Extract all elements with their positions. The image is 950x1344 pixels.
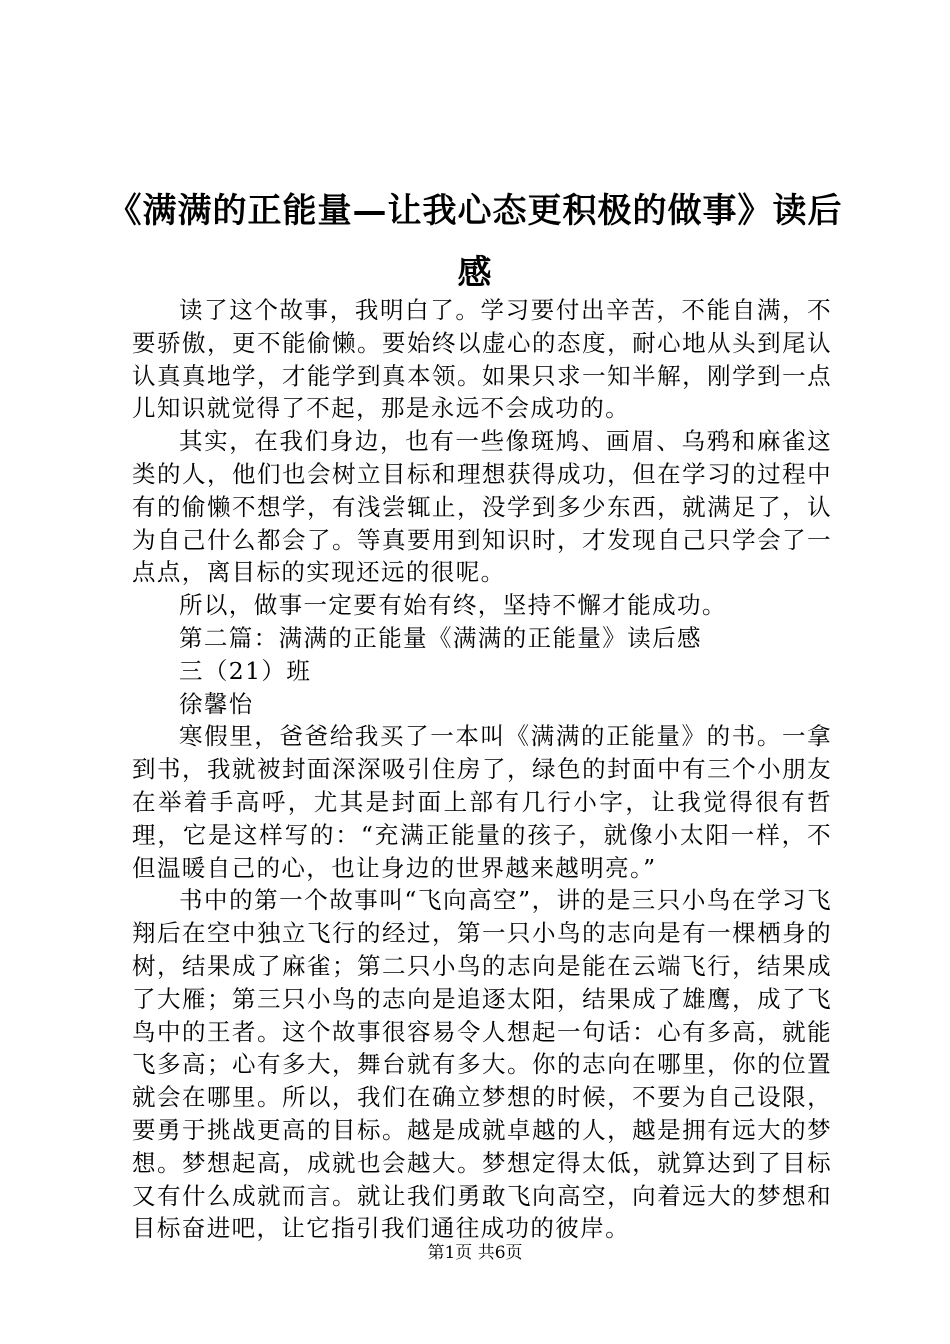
paragraph-2: 其实，在我们身边，也有一些像斑鸠、画眉、乌鸦和麻雀这类的人，他们也会树立目标和理想获得成功，但在学习的过程中有的偷懒不想学，有浅尝辄止，没学到多少东西，就满足了，认为自己什么都会了。等真要用到知识时，才发现自己只学会了一点点，离目标的实现还远的很呢。 [132,427,832,587]
document-body [132,294,832,1245]
class-label: 三（21）班 [179,656,312,685]
page-footer: 第1页 共6页 [427,1243,523,1263]
paragraph-4: 寒假里，爸爸给我买了一本叫《满满的正能量》的书。一拿到书，我就被封面深深吸引住房了，绿色的封面中有三个小朋友在举着手高呼，尤其是封面上部有几行小字，让我觉得很有哲理，它是这样写的：“充满正能量的孩子，就像小太阳一样，不但温暖自己的心，也让身边的世界越来越明亮。” [132,722,832,882]
author-name: 徐馨怡 [179,689,254,718]
paragraph-5: 书中的第一个故事叫“飞向高空”，讲的是三只小鸟在学习飞翔后在空中独立飞行的经过，第一只小鸟的志向是有一棵栖身的树，结果成了麻雀；第二只小鸟的志向是能在云端飞行，结果成了大雁；第三只小鸟的志向是追逐太阳，结果成了雄鹰，成了飞鸟中的王者。这个故事很容易令人想起一句话：心有多高，就能飞多高；心有多大，舞台就有多大。你的志向在哪里，你的位置就会在哪里。所以，我们在确立梦想的时候，不要为自己设限，要勇于挑战更高的目标。越是成就卓越的人，越是拥有远大的梦想。梦想起高，成就也会越大。梦想定得太低，就算达到了目标又有什么成就而言。就让我们勇敢飞向高空，向着远大的梦想和目标奋进吧，让它指引我们通往成功的彼岸。 [132,886,832,1243]
paragraph-3: 所以，做事一定要有始有终，坚持不懈才能成功。 [179,591,727,620]
document-title: 《满满的正能量—让我心态更积极的做事》读后感 [107,191,843,293]
section-heading: 第二篇：满满的正能量《满满的正能量》读后感 [179,623,702,652]
paragraph-1: 读了这个故事，我明白了。学习要付出辛苦，不能自满，不要骄傲，更不能偷懒。要始终以虚心的态度，耐心地从头到尾认认真真地学，才能学到真本领。如果只求一知半解，刚学到一点儿知识就觉得了不起，那是永远不会成功的。 [132,296,832,423]
